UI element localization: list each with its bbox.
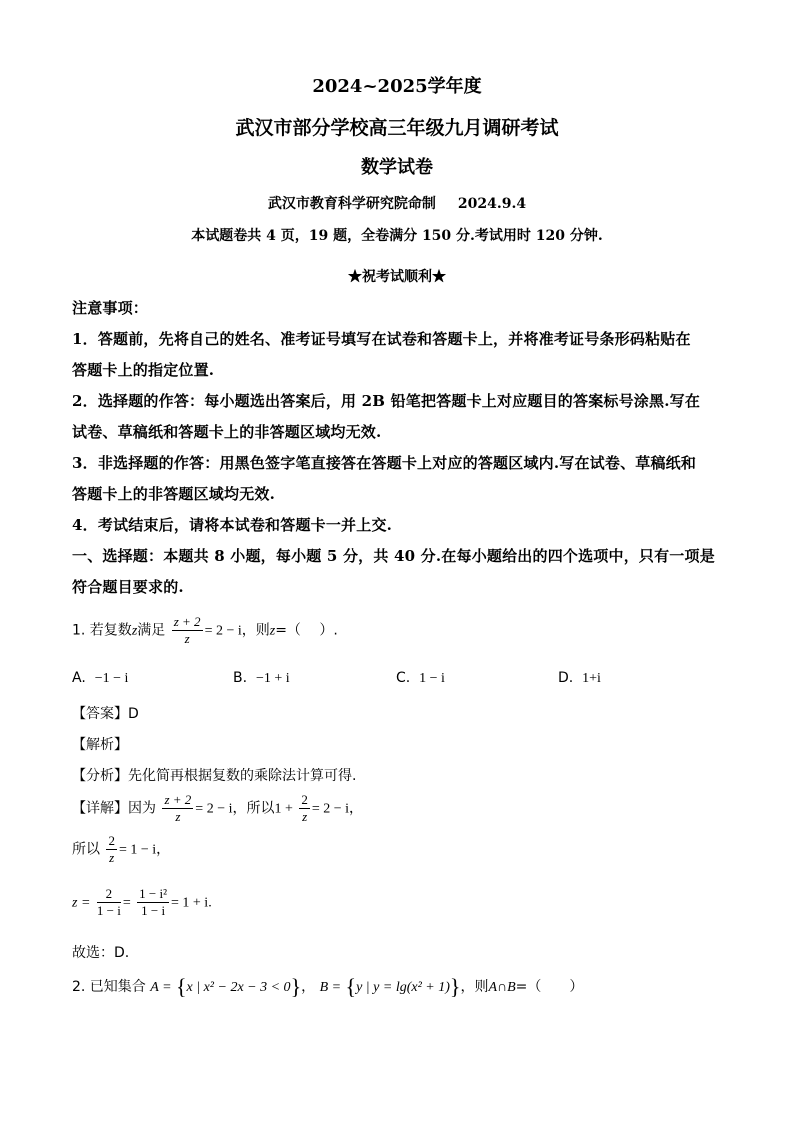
exam-date: 2024.9.4 — [457, 196, 527, 212]
set-b-body: y | y = lg(x² + 1) — [356, 980, 450, 995]
z-fraction-1 — [97, 886, 121, 919]
so-fraction — [106, 833, 117, 866]
q1-analysis-tag: 【解析】 — [72, 737, 128, 753]
frac-num: z + 2 — [164, 792, 192, 807]
note-1-line-1: 1．答题前，先将自己的姓名、准考证号填写在试卷和答题卡上，并将准考证号条形码粘贴在 — [72, 330, 691, 348]
q1-option-c — [396, 670, 445, 687]
z-fraction-2 — [137, 886, 169, 919]
option-value: −1 + i — [255, 671, 290, 686]
detail-one-plus: 1 + — [274, 801, 293, 817]
q1-end: =（ ）. — [275, 622, 338, 639]
detail-fraction-2 — [299, 792, 310, 825]
option-letter: C. — [396, 670, 411, 686]
frac-num: 1 − i² — [139, 886, 168, 901]
option-value: −1 − i — [94, 671, 129, 686]
q1-option-d — [558, 670, 601, 687]
q1-fenxi — [72, 765, 356, 785]
detail-tag: 【详解】 — [72, 800, 128, 817]
q2-tail: ，则 — [460, 979, 489, 995]
set-a-lhs: A = — [150, 980, 172, 995]
option-letter: A. — [72, 670, 86, 686]
issuer-line — [0, 193, 794, 213]
answer-value: D — [128, 706, 139, 722]
q1-tail: ，则 — [241, 622, 270, 639]
q1-prefix: 1. 若复数 — [72, 622, 132, 639]
frac-num: 2 — [108, 833, 115, 848]
exam-title: 武汉市部分学校高三年级九月调研考试 — [235, 117, 559, 139]
so-text: 所以 — [72, 841, 100, 858]
q1-var-z2: z — [269, 623, 276, 639]
detail-fraction-1 — [162, 792, 193, 825]
q1-detail-line-1 — [72, 792, 363, 825]
so-rhs: = 1 − i， — [118, 842, 171, 858]
section1-line-2: 符合题目要求的. — [72, 578, 184, 596]
q1-frac-num: z + 2 — [173, 614, 201, 629]
detail-rhs: = 2 − i — [195, 801, 233, 817]
detail-a: 因为 — [128, 800, 156, 817]
q2-end: =（ ） — [515, 979, 584, 995]
q1-detail-line-3: z = $\frac{2}{1 - i}$ = $\frac{\text{1 − i²}}{1 - i}$ = 1 + i. — [72, 886, 212, 918]
q1-answer — [72, 703, 139, 723]
note-1-line-2: 答题卡上的指定位置. — [72, 361, 215, 379]
academic-year: 2024~2025学年度 — [312, 76, 482, 97]
fenxi-text: 先化简再根据复数的乘除法计算可得. — [128, 768, 357, 784]
q1-fraction — [172, 614, 203, 647]
q1-mid: 满足 — [137, 622, 166, 639]
frac-num: 2 — [97, 886, 121, 903]
q1-frac-den: z — [184, 631, 190, 646]
frac-den: z — [302, 809, 308, 824]
section1-line-1: 一、选择题：本题共 8 小题，每小题 5 分，共 40 分.在每小题给出的四个选项中，只有一项是 — [72, 547, 715, 565]
set-a-body: x | x² − 2x − 3 < 0 — [186, 980, 291, 995]
question-2: 2. 已知集合 A = {x | x² − 2x − 3 < 0}， B = {y | y = lg(x² + 1)}，则A∩B=（ ） — [72, 974, 584, 999]
note-2-line-1: 2．选择题的作答：每小题选出答案后，用 2B 铅笔把答题卡上对应题目的答案标号涂黑.写在 — [72, 392, 701, 410]
exam-info: 本试题卷共 4 页，19 题，全卷满分 150 分.考试用时 120 分钟. — [191, 228, 603, 244]
option-letter: D. — [558, 670, 574, 686]
frac-den: 1 − i — [96, 903, 121, 918]
detail-b: ，所以 — [232, 800, 275, 817]
fenxi-tag: 【分析】 — [72, 768, 128, 784]
answer-tag: 【答案】 — [72, 706, 128, 722]
z-eq: z = — [72, 895, 91, 911]
z-final: = 1 + i. — [171, 895, 212, 911]
q1-eq-rhs: = 2 − i — [204, 623, 242, 639]
q1-detail-line-2 — [72, 833, 170, 866]
frac-den: z — [175, 809, 181, 824]
frac-den: 1 − i — [141, 903, 166, 918]
option-letter: B. — [233, 670, 248, 686]
notes-heading: 注意事项： — [72, 299, 149, 317]
q2-prefix: 2. 已知集合 — [72, 979, 146, 995]
q1-var-z: z — [131, 623, 138, 639]
note-4: 4．考试结束后，请将本试卷和答题卡一并上交. — [72, 516, 393, 534]
option-value: 1 − i — [419, 671, 445, 686]
set-b-lhs: B = — [319, 980, 342, 995]
note-3-line-1: 3．非选择题的作答：用黑色签字笔直接答在答题卡上对应的答题区域内.写在试卷、草稿纸和 — [72, 454, 697, 472]
q2-expr: A∩B — [488, 980, 516, 995]
question-1 — [72, 614, 338, 647]
frac-den: z — [109, 850, 115, 865]
q1-option-b — [233, 670, 290, 687]
q1-option-a — [72, 670, 128, 687]
good-luck: ★祝考试顺利★ — [348, 269, 446, 285]
frac-num: 2 — [301, 792, 308, 807]
subject-title: 数学试卷 — [361, 157, 433, 178]
option-value: 1+i — [582, 671, 601, 686]
detail-c: = 2 − i， — [311, 801, 364, 817]
issuer: 武汉市教育科学研究院命制 — [267, 196, 436, 212]
note-3-line-2: 答题卡上的非答题区域均无效. — [72, 485, 276, 503]
q1-conclusion: 故选：D. — [72, 945, 130, 961]
note-2-line-2: 试卷、草稿纸和答题卡上的非答题区域均无效. — [72, 423, 382, 441]
